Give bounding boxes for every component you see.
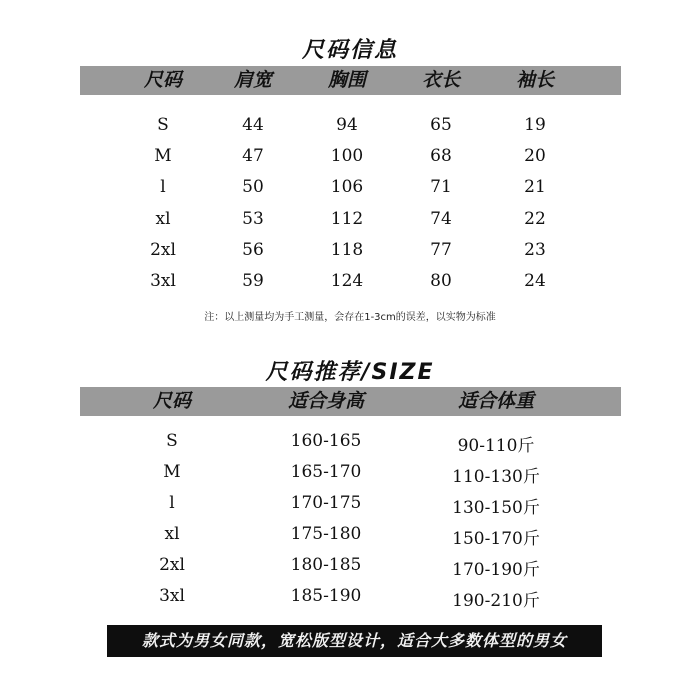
table-cell: 124 [330,271,364,291]
header-sleeve: 袖长 [515,69,555,91]
table-cell: 24 [524,271,546,291]
table-cell: 71 [430,177,452,197]
table-cell: 94 [336,115,358,135]
table-cell: 3xl [150,271,176,291]
table-cell: 20 [524,146,546,166]
table-cell: 3xl [159,586,185,606]
table-cell: S [166,431,178,451]
size-recommend-title: 尺码推荐/SIZE [265,360,435,385]
size-info-header-bar [80,66,621,95]
measurement-note: 注：以上测量均为手工测量，会存在1-3cm的误差，以实物为标准 [204,312,496,323]
header-chest: 胸围 [327,69,367,91]
table-cell: 44 [242,115,264,135]
table-cell: 180-185 [290,555,362,575]
table-cell: 59 [242,271,264,291]
table-cell: 21 [524,177,546,197]
table-cell: 130-150斤 [452,498,540,518]
table-cell: 112 [330,209,364,229]
table-cell: 170-175 [290,493,362,513]
table-cell: 56 [242,240,264,260]
table-cell: 50 [242,177,264,197]
table-cell: 2xl [150,240,176,260]
table-cell: 160-165 [290,431,362,451]
table-cell: 106 [330,177,364,197]
size-recommend-header-bar [80,387,621,416]
table-cell: 90-110斤 [457,436,535,456]
header-shoulder: 肩宽 [233,69,273,91]
header-height: 适合身高 [287,390,365,412]
table-cell: 185-190 [290,586,362,606]
table-cell: 53 [242,209,264,229]
unisex-footer-banner: 款式为男女同款，宽松版型设计，适合大多数体型的男女 [107,625,602,657]
table-cell: 100 [330,146,364,166]
table-cell: l [160,177,166,197]
size-info-title: 尺码信息 [301,38,398,63]
table-cell: 190-210斤 [452,591,540,611]
header-weight: 适合体重 [457,390,535,412]
table-cell: l [169,493,175,513]
table-cell: 80 [430,271,452,291]
table-cell: 23 [524,240,546,260]
table-cell: 22 [524,209,546,229]
header-size: 尺码 [143,69,183,91]
table-cell: 110-130斤 [452,467,540,487]
table-cell: M [154,146,172,166]
table-cell: 150-170斤 [452,529,540,549]
table-cell: 165-170 [290,462,362,482]
table-cell: 175-180 [290,524,362,544]
table-cell: M [163,462,181,482]
table-cell: 170-190斤 [452,560,540,580]
table-cell: 118 [330,240,364,260]
table-cell: 74 [430,209,452,229]
table-cell: xl [155,209,171,229]
header-length: 衣长 [421,69,461,91]
table-cell: 77 [430,240,452,260]
table-cell: 65 [430,115,452,135]
table-cell: S [157,115,169,135]
table-cell: 2xl [159,555,185,575]
table-cell: 47 [242,146,264,166]
table-cell: 68 [430,146,452,166]
table-cell: 19 [524,115,546,135]
header-size: 尺码 [152,390,192,412]
table-cell: xl [164,524,180,544]
